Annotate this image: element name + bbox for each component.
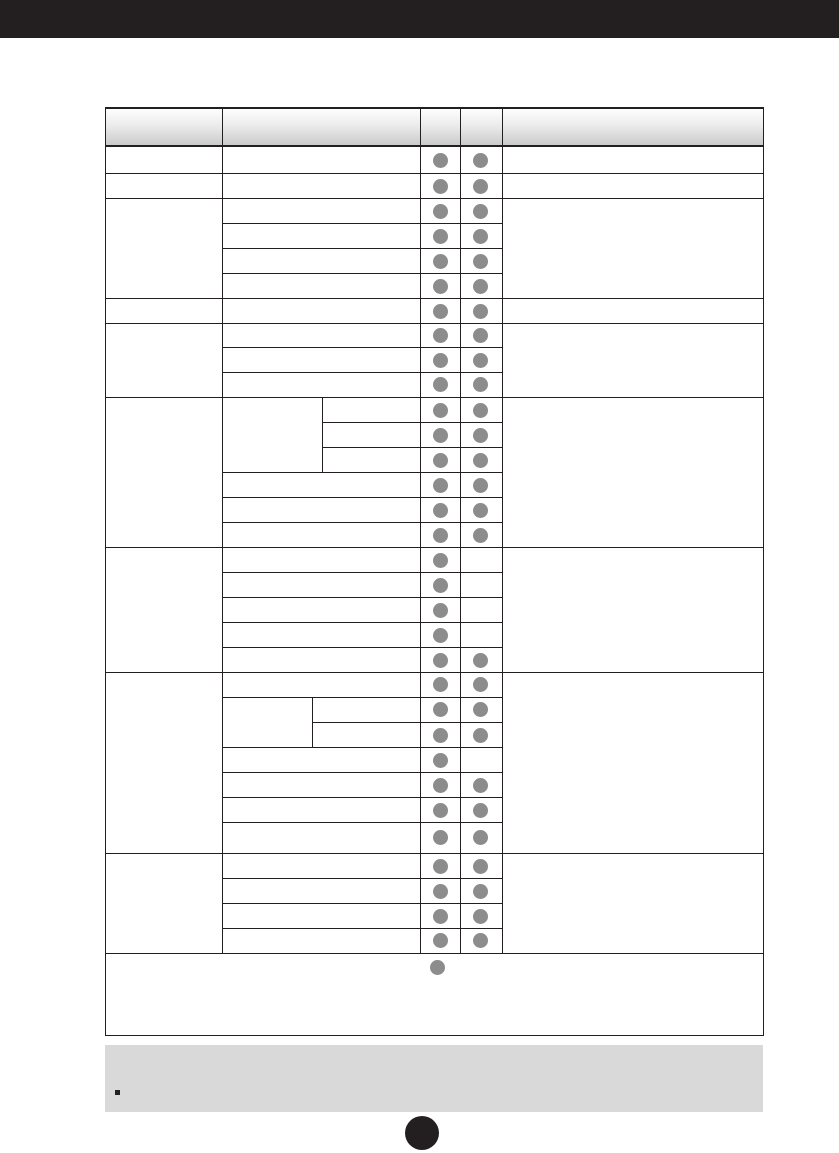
availability-dot-icon — [433, 778, 448, 793]
availability-dot-icon — [433, 553, 448, 568]
table-top-border — [105, 107, 764, 109]
availability-dot-icon — [433, 204, 448, 219]
group-divider — [105, 323, 764, 324]
sub-row-divider — [222, 497, 502, 498]
availability-dot-icon — [473, 377, 488, 392]
sub-row-divider — [222, 647, 502, 648]
availability-dot-icon — [433, 179, 448, 194]
availability-dot-icon — [433, 933, 448, 948]
availability-dot-icon — [473, 304, 488, 319]
availability-dot-icon — [433, 884, 448, 899]
availability-dot-icon — [473, 478, 488, 493]
sub-row-divider — [222, 878, 502, 879]
availability-dot-icon — [473, 728, 488, 743]
sub-row-divider — [222, 772, 502, 773]
availability-dot-icon — [473, 859, 488, 874]
availability-dot-icon — [433, 753, 448, 768]
group-divider — [105, 953, 764, 954]
availability-dot-icon — [473, 677, 488, 692]
column-divider — [502, 107, 503, 953]
sub-row-divider — [222, 822, 502, 823]
availability-dot-icon — [433, 478, 448, 493]
availability-dot-icon — [433, 377, 448, 392]
availability-dot-icon — [473, 153, 488, 168]
availability-dot-icon — [473, 328, 488, 343]
availability-dot-icon — [433, 653, 448, 668]
availability-dot-icon — [473, 179, 488, 194]
availability-dot-icon — [433, 279, 448, 294]
sub-row-divider — [222, 622, 502, 623]
availability-dot-icon — [433, 528, 448, 543]
group-divider — [105, 198, 764, 199]
table-header — [105, 108, 763, 146]
nested-column-divider — [322, 397, 323, 472]
availability-dot-icon — [433, 328, 448, 343]
availability-dot-icon — [433, 578, 448, 593]
availability-dot-icon — [433, 403, 448, 418]
nested-row-divider — [312, 722, 502, 723]
sub-row-divider — [222, 797, 502, 798]
availability-dot-icon — [473, 353, 488, 368]
availability-dot-icon — [433, 803, 448, 818]
availability-dot-icon — [473, 830, 488, 845]
availability-dot-icon — [433, 628, 448, 643]
sub-row-divider — [222, 248, 502, 249]
availability-dot-icon — [473, 528, 488, 543]
square-bullet-icon — [115, 1090, 120, 1095]
sub-row-divider — [222, 223, 502, 224]
availability-dot-icon — [473, 503, 488, 518]
top-bar — [0, 0, 839, 38]
group-divider — [105, 298, 764, 299]
availability-dot-icon — [433, 254, 448, 269]
note-box — [105, 1045, 763, 1112]
table-right-border — [763, 107, 764, 1036]
availability-dot-icon — [473, 279, 488, 294]
column-divider — [222, 107, 223, 953]
availability-dot-icon — [433, 909, 448, 924]
table-left-border — [105, 107, 106, 1036]
sub-row-divider — [222, 597, 502, 598]
nested-row-divider — [322, 447, 502, 448]
sub-row-divider — [222, 903, 502, 904]
availability-dot-icon — [433, 353, 448, 368]
availability-dot-icon — [473, 933, 488, 948]
availability-dot-icon — [433, 453, 448, 468]
availability-dot-icon — [433, 603, 448, 618]
availability-dot-icon — [433, 503, 448, 518]
availability-dot-icon — [433, 153, 448, 168]
availability-dot-icon — [473, 254, 488, 269]
header-bottom-border — [105, 145, 764, 147]
availability-dot-icon — [433, 304, 448, 319]
group-divider — [105, 397, 764, 398]
sub-row-divider — [222, 472, 502, 473]
nested-row-divider — [322, 422, 502, 423]
availability-dot-icon — [433, 728, 448, 743]
page-number — [405, 1116, 439, 1150]
legend-dot-icon — [430, 960, 445, 975]
availability-dot-icon — [473, 884, 488, 899]
availability-dot-icon — [473, 403, 488, 418]
sub-row-divider — [222, 928, 502, 929]
sub-row-divider — [222, 372, 502, 373]
availability-dot-icon — [433, 830, 448, 845]
group-divider — [105, 672, 764, 673]
sub-row-divider — [222, 747, 502, 748]
group-divider — [105, 547, 764, 548]
sub-row-divider — [222, 273, 502, 274]
availability-dot-icon — [473, 653, 488, 668]
availability-dot-icon — [473, 453, 488, 468]
availability-dot-icon — [473, 229, 488, 244]
availability-dot-icon — [433, 677, 448, 692]
table-bottom-border — [105, 1035, 764, 1036]
availability-dot-icon — [433, 702, 448, 717]
sub-row-divider — [222, 572, 502, 573]
group-divider — [105, 173, 764, 174]
sub-row-divider — [222, 347, 502, 348]
availability-dot-icon — [473, 909, 488, 924]
column-divider — [420, 107, 421, 953]
availability-dot-icon — [473, 778, 488, 793]
availability-dot-icon — [433, 229, 448, 244]
availability-dot-icon — [473, 428, 488, 443]
availability-dot-icon — [433, 859, 448, 874]
availability-dot-icon — [473, 803, 488, 818]
availability-dot-icon — [473, 702, 488, 717]
column-divider — [460, 107, 461, 953]
sub-row-divider — [222, 697, 502, 698]
group-divider — [105, 853, 764, 854]
availability-dot-icon — [473, 204, 488, 219]
availability-dot-icon — [433, 428, 448, 443]
sub-row-divider — [222, 522, 502, 523]
